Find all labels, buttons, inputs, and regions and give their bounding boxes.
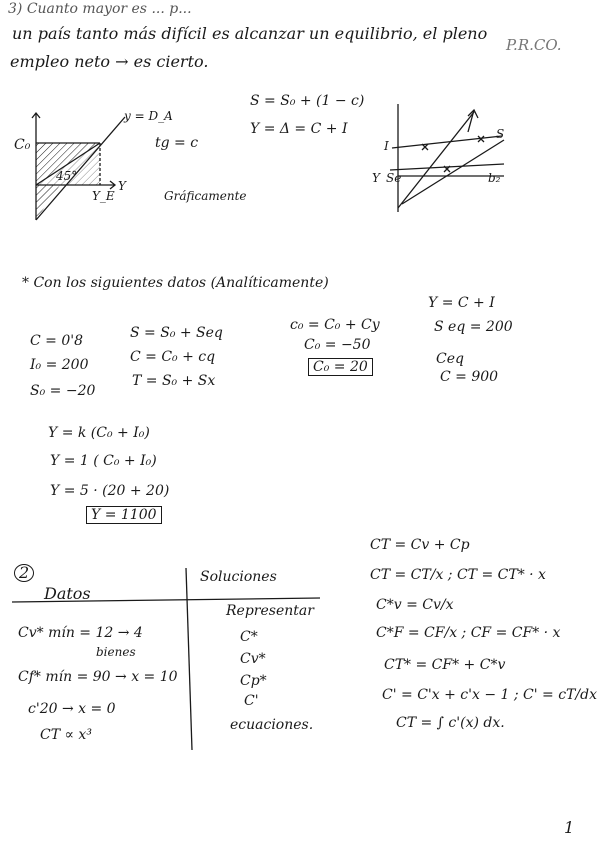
analytic-heading: * Con los siguientes datos (Analíticamente) <box>22 275 329 291</box>
section2-number: 2 <box>14 564 34 582</box>
graficamente-label: Gráficamente <box>164 189 247 203</box>
soluciones-0: Representar <box>226 603 314 619</box>
analytic-col2-0: S = S₀ + Seq <box>130 325 223 341</box>
analytic-col4-2: Ceq <box>436 351 464 367</box>
analytic-col2-1: C = C₀ + cq <box>130 349 216 365</box>
analytic-col4-0: Y = C + I <box>428 295 495 311</box>
right-eq-0: CT = Cv + Cp <box>370 537 470 553</box>
analytic-y-boxed: Y = 1100 <box>86 506 162 524</box>
header-line-1: 3) Cuanto mayor es ... p... <box>8 1 192 17</box>
analytic-col1-2: S₀ = −20 <box>30 383 96 399</box>
graph-consumption <box>20 105 160 225</box>
analytic-col4-1: S eq = 200 <box>434 319 513 335</box>
page-number: 1 <box>564 818 575 837</box>
graph2-i-label: I <box>384 139 389 153</box>
soluciones-3: Cp* <box>240 673 267 689</box>
datos-1: bienes <box>96 645 136 659</box>
right-eq-2: C*v = Cv/x <box>376 597 454 613</box>
soluciones-5: ecuaciones. <box>230 717 314 733</box>
header-line-3: empleo neto → es cierto. <box>10 52 209 71</box>
analytic-y-0: Y = k (C₀ + I₀) <box>48 425 150 441</box>
analytic-col4-3: C = 900 <box>440 369 499 385</box>
datos-3: c'20 → x = 0 <box>28 701 116 717</box>
right-eq-5: C' = C'x + c'x − 1 ; C' = cT/dx <box>382 687 597 703</box>
analytic-y-2: Y = 5 · (20 + 20) <box>50 483 170 499</box>
graph2-se-label: Se <box>386 171 402 185</box>
eq-saving: S = S₀ + (1 − c) <box>250 93 365 109</box>
analytic-col1-0: C = 0'8 <box>30 333 84 349</box>
analytic-col1-1: I₀ = 200 <box>30 357 89 373</box>
initials: P.R.CO. <box>506 36 562 54</box>
analytic-c0-boxed: C₀ = 20 <box>308 358 373 376</box>
analytic-col2-2: T = S₀ + Sx <box>132 373 216 389</box>
datos-4: CT ∝ x³ <box>40 727 92 743</box>
graph2-s-label: S <box>496 127 505 141</box>
analytic-col3-0: c₀ = C₀ + Cy <box>290 317 380 333</box>
graph1-angle: 45° <box>56 169 78 183</box>
graph1-ye-label: Y_E <box>92 189 115 203</box>
graph1-slope: tg = c <box>155 135 199 151</box>
analytic-y-1: Y = 1 ( C₀ + I₀) <box>50 453 157 469</box>
soluciones-4: C' <box>244 693 259 709</box>
right-eq-4: CT* = CF* + C*v <box>384 657 506 673</box>
header-line-2: un país tanto más difícil es alcanzar un equilibrio, el pleno <box>12 24 488 43</box>
right-eq-6: CT = ∫ c'(x) dx. <box>396 715 505 731</box>
graph2-b-label: b₂ <box>488 171 501 185</box>
right-eq-3: C*F = CF/x ; CF = CF* · x <box>376 625 561 641</box>
analytic-col3-1: C₀ = −50 <box>304 337 371 353</box>
datos-2: Cf* mín = 90 → x = 10 <box>18 669 178 685</box>
datos-0: Cv* mín = 12 → 4 <box>18 625 143 641</box>
right-eq-1: CT = CT/x ; CT = CT* · x <box>370 567 546 583</box>
soluciones-1: C* <box>240 629 258 645</box>
graph-equilibrium <box>382 100 512 220</box>
graph1-line-label: y = D_A <box>124 109 173 123</box>
graph2-y-label: Y <box>372 171 380 185</box>
datos-title: Datos <box>44 584 91 603</box>
graph1-c0-label: C₀ <box>14 137 31 153</box>
soluciones-title: Soluciones <box>200 569 277 585</box>
soluciones-2: Cv* <box>240 651 266 667</box>
graph1-x-label: Y <box>118 179 126 193</box>
eq-income: Y = Δ = C + I <box>250 121 348 137</box>
